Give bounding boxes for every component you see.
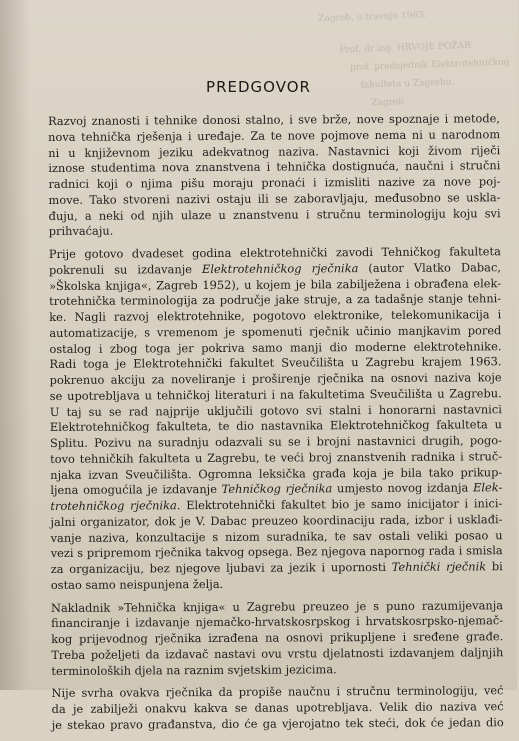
bleed-line: Zagreb [371,97,405,109]
paragraph [51,598,503,680]
text-line: ostao samo neispunjena želja. [50,576,224,592]
text-line: pokrenuli su izdavanje Elektrotehničkog rječnika (autor Vlatko Dabac, [48,259,501,277]
bleed-line: Prof. dr ing. HRVOJE POŽAR [339,40,472,56]
paragraph [48,111,501,240]
text-line: iznose studentima nova znanstvena i tehnička dostignuća, naučni i stručni [48,158,501,176]
text-line: se upotrebljava u tehničkoj literaturi i na fakultetima Sveučilišta u Zagrebu. [49,385,502,403]
text-line: njaka izvan Sveučilišta. Ogromna leksička građa koja je bila tako prikup- [50,464,503,482]
text-line: jalni organizator, dok je V. Dabac preuzeo koordinaciju rada, izbor i usklađi- [50,511,503,529]
text-line: automatizacije, s vremenom je spomenuti rječnik učinio manjkavim pored [49,322,502,340]
text-line: move. Tako stvoreni nazivi ostaju ili se zaboravljaju, međusobno se uskla- [48,189,501,207]
text-line: terminoloških djela na raznim svjetskim jezicima. [51,661,337,678]
text-line: za organizaciju, bez njegove ljubavi za jezik i upornosti Tehnički rječnik bi [50,559,503,576]
text-line: đuju, a neki od njih ulaze u znanstvenu i stručnu terminologiju koju svi [48,205,501,223]
text-line: »Školska knjiga«, Zagreb 1952), u kojem je bila zabilježena i obrađena elek- [49,275,502,293]
text-line: Prije gotovo dvadeset godina elektrotehnički zavodi Tehničkog fakulteta [48,244,501,261]
text-line: ni u književnom jeziku adekvatnog naziva. Nastavnici koji živom riječi [48,142,501,160]
text-line: prihvaćaju. [48,223,114,239]
text-line: ostalog i zbog toga jer pokriva samo manji dio moderne elektrotehnike. [49,338,502,356]
text-line: radnici koji o njima pišu moraju pronaći i izmisliti nazive za nove poj- [48,174,501,191]
paragraph [49,244,503,593]
page-edge-shadow [0,0,30,690]
text-line: Treba poželjeti da izdavač nastavi ovu vrstu djelatnosti izdavanjem daljnjih [51,644,504,662]
text-line: financiranje i izdavanje njemačko-hrvatskosrpskog i hrvatskosrpsko-njemač- [51,613,504,631]
body-text [48,111,504,740]
text-line: ljena omogućila je izdavanje Tehničkog rječnika umjesto novog izdanja Elek- [50,480,503,498]
text-line: vanje naziva, konzultacije s nizom suradnika, te sav ostali veliki posao u [50,527,503,545]
text-line: U taj su se rad najprije uključili gotovo svi stalni i honorarni nastavnici [49,401,502,419]
text-line: nova tehnička rješenja i uređaje. Za te nove pojmove nema ni u narodnom [48,126,501,144]
text-line: vezi s pripremom rječnika takvog opsega. Bez njegova napornog rada i smisla [50,543,503,561]
bleed-line: prof. predsjednik Elektrotehničkog [349,57,510,74]
text-line: trotehnička terminologija za područje jake struje, a za tadašnje stanje tehni- [49,291,502,309]
text-line: je stekao pravo građanstva, dio će ga vjerojatno tek steći, dok će jedan dio [51,714,504,732]
text-line: pokrenuo akciju za noveliranje i proširenje rječnika na osnovi naziva koje [49,370,502,387]
text-line: Splitu. Pozivu na suradnju odazvali su se i brojni nastavnici drugih, pogo- [49,433,503,450]
text-line: kog prijevodnog rječnika izrađena na osnovi prikupljene i sređene građe. [51,629,504,646]
bleed-line: Zagreb, u travnju 1963. [318,10,427,25]
text-line: Razvoj znanosti i tehnike donosi stalno, i sve brže, nove spoznaje i metode, [48,111,501,128]
text-line: Nakladnik »Tehnička knjiga« u Zagrebu preuzeo je s puno razumijevanja [50,597,504,615]
text-line: da je zabilježi onakvu kakva se danas upotrebljava. Velik dio naziva već [51,699,504,716]
text-line: Elektrotehničkog fakulteta, te dio nastavnika Elektrotehničkog fakulteta u [49,417,502,435]
text-line: tovo tehničkih fakulteta u Zagrebu, te veći broj znanstvenih radnika i struč- [50,448,503,466]
paragraph [51,683,503,733]
text-line: Radi toga je Elektrotehnički fakultet Sveučilišta u Zagrebu krajem 1963. [49,354,502,372]
bleed-line: fakulteta u Zagrebu, [360,77,455,91]
text-line: Nije svrha ovakva rječnika da propiše naučnu i stručnu terminologiju, već [51,683,504,701]
text-line: ke. Nagli razvoj elektrotehnike, pogotovo elektronike, telekomunikacija i [49,307,502,324]
text-line: trotehničkog rječnika. Elektrotehnički fakultet bio je samo inicijator i inici- [50,496,503,513]
page-title: PREDGOVOR [206,78,311,96]
